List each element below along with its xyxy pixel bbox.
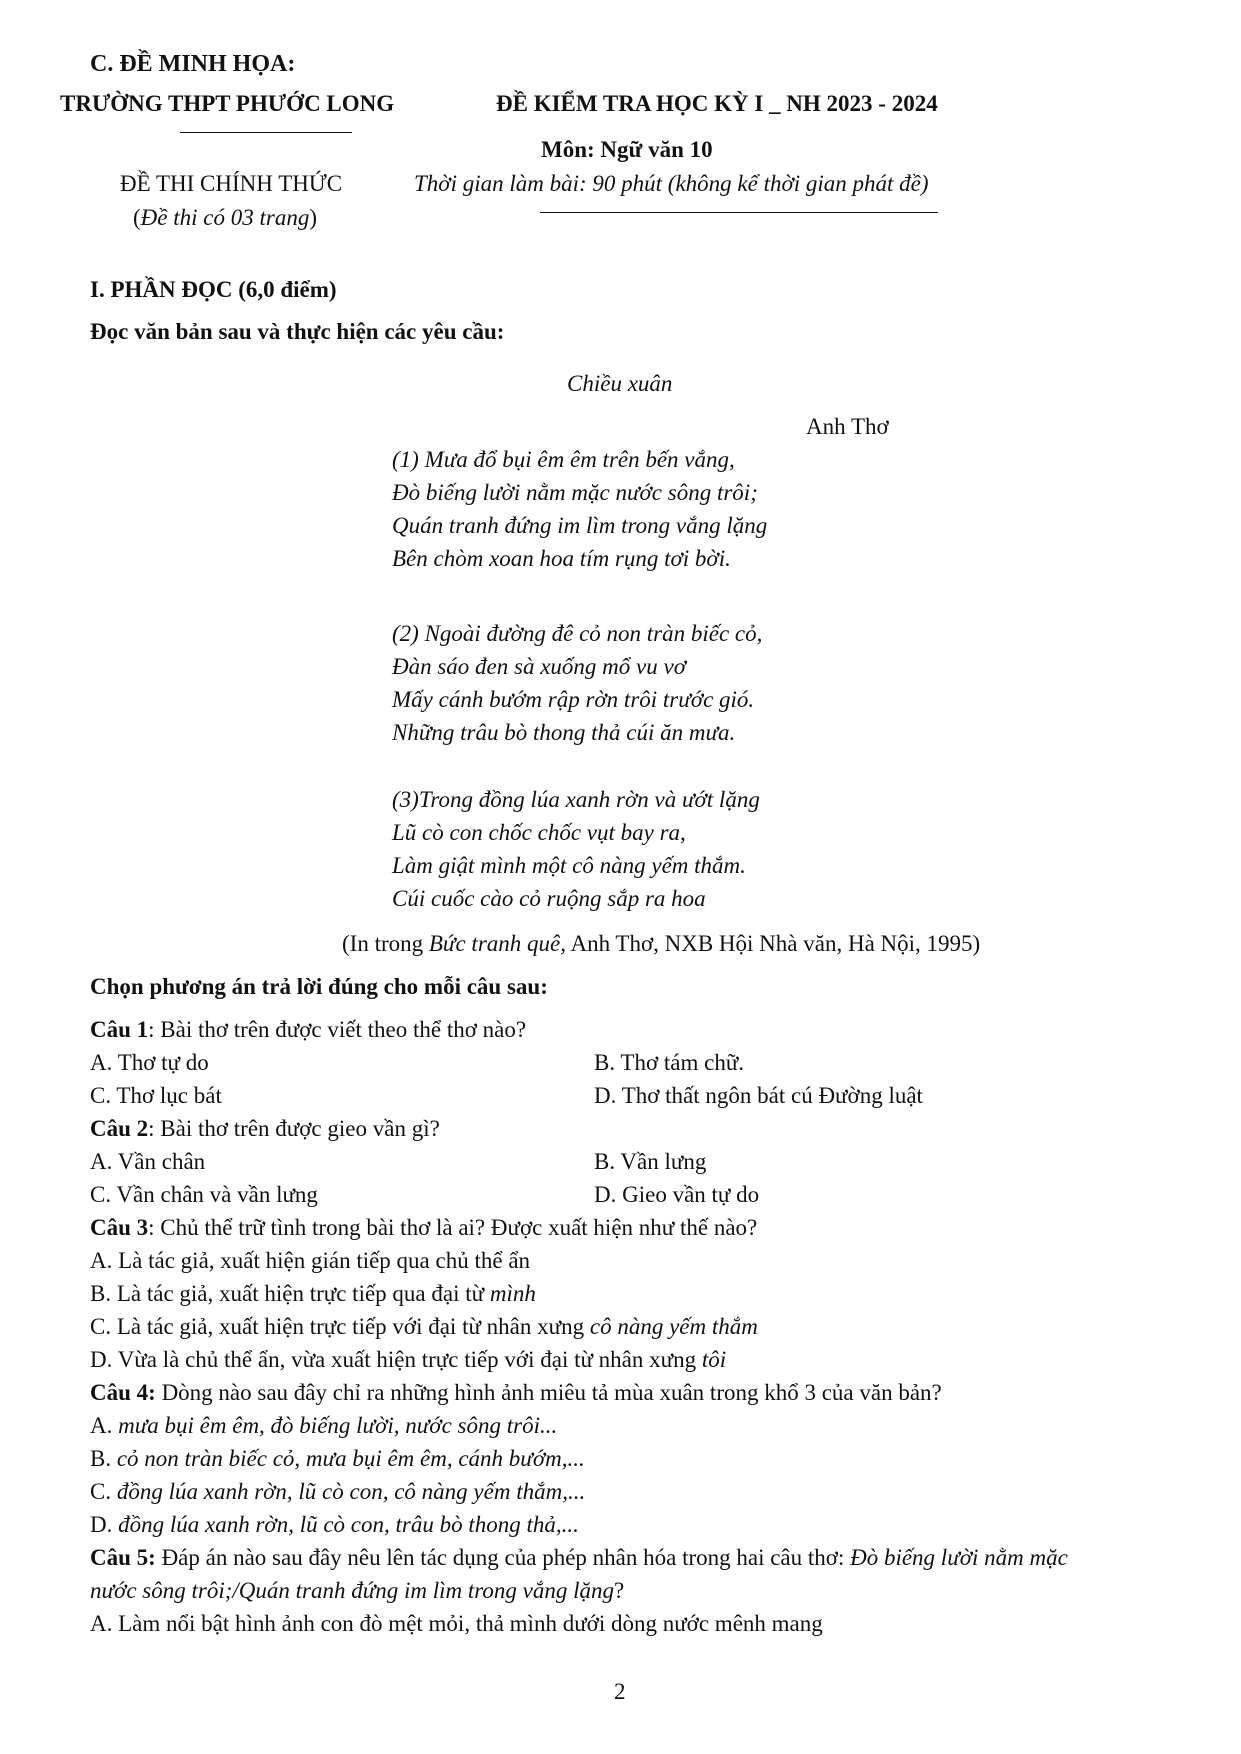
option-emphasis: tôi [701, 1347, 727, 1372]
poem-line: Cúi cuốc cào cỏ ruộng sắp ra hoa [392, 886, 706, 911]
pages-note [133, 206, 317, 229]
question-5-cont [90, 1579, 624, 1602]
poem-line: Đàn sáo đen sà xuống mổ vu vơ [392, 654, 686, 679]
option-letter: D. [90, 1512, 119, 1537]
part1-instruction: Đọc văn bản sau và thực hiện các yêu cầu: [90, 319, 505, 344]
q4-option-c [90, 1480, 585, 1503]
q4-option-a [90, 1414, 557, 1437]
question-text: : Bài thơ trên được viết theo thể thơ nào? [148, 1017, 527, 1042]
question-4 [90, 1381, 942, 1404]
school-underline [180, 132, 352, 133]
question-text: Đáp án nào sau đây nêu lên tác dụng của phép nhân hóa trong hai câu thơ: [155, 1545, 851, 1570]
subject: Môn: Ngữ văn 10 [541, 137, 713, 162]
poem-line: (2) Ngoài đường đê cỏ non tràn biếc cỏ, [392, 621, 763, 646]
duration-underline [540, 212, 938, 213]
poem-author: Anh Thơ [806, 414, 889, 439]
question-text: : Chủ thể trữ tình trong bài thơ là ai? Được xuất hiện như thế nào? [148, 1215, 758, 1240]
source-prefix: (In trong [342, 931, 429, 956]
poem-line: Mấy cánh bướm rập rờn trôi trước gió. [392, 687, 755, 712]
question-1 [90, 1018, 526, 1041]
option-text: B. Là tác giả, xuất hiện trực tiếp qua đại từ [90, 1281, 490, 1306]
q4-option-d [90, 1513, 579, 1536]
mcq-instruction: Chọn phương án trả lời đúng cho mỗi câu sau: [90, 974, 548, 999]
question-quote: Đò biếng lười nằm mặc [850, 1545, 1068, 1570]
page-number: 2 [614, 1679, 626, 1704]
q3-option-b [90, 1282, 536, 1305]
paren-close: ) [309, 205, 317, 230]
option-text: cỏ non tràn biếc cỏ, mưa bụi êm êm, cánh bướm,... [116, 1446, 585, 1471]
q1-option-b: B. Thơ tám chữ. [594, 1050, 745, 1075]
duration: Thời gian làm bài: 90 phút (không kể thời gian phát đề) [414, 171, 929, 196]
question-end: ? [613, 1578, 625, 1603]
question-label: Câu 2 [90, 1116, 149, 1141]
option-letter: C. [90, 1479, 117, 1504]
option-text: C. Là tác giả, xuất hiện trực tiếp với đại từ nhân xưng [90, 1314, 590, 1339]
option-emphasis: cô nàng yếm thắm [589, 1314, 758, 1339]
question-quote: nước sông trôi;/Quán tranh đứng im lìm trong vắng lặng [90, 1578, 614, 1603]
poem-line: Bên chòm xoan hoa tím rụng tơi bời. [392, 546, 731, 571]
option-letter: B. [90, 1446, 117, 1471]
question-label: Câu 1 [90, 1017, 149, 1042]
q3-option-a: A. Là tác giả, xuất hiện gián tiếp qua chủ thể ẩn [90, 1248, 531, 1273]
question-label: Câu 3 [90, 1215, 149, 1240]
q3-option-d [90, 1348, 726, 1371]
poem-source [342, 932, 980, 955]
option-text: đồng lúa xanh rờn, lũ cò con, cô nàng yếm thắm,... [116, 1479, 586, 1504]
poem-line: Đò biếng lười nằm mặc nước sông trôi; [392, 480, 758, 505]
q3-option-c [90, 1315, 758, 1338]
question-text: Dòng nào sau đây chỉ ra những hình ảnh miêu tả mùa xuân trong khổ 3 của văn bản? [155, 1380, 942, 1405]
poem-line: Lũ cò con chốc chốc vụt bay ra, [392, 820, 686, 845]
paren-open: ( [133, 205, 141, 230]
poem-line: Những trâu bò thong thả cúi ăn mưa. [392, 720, 736, 745]
option-letter: A. [90, 1413, 119, 1438]
poem-title: Chiều xuân [567, 371, 673, 396]
question-2 [90, 1117, 440, 1140]
exam-title: ĐỀ KIỂM TRA HỌC KỲ I _ NH 2023 - 2024 [496, 91, 938, 116]
school-name: TRƯỜNG THPT PHƯỚC LONG [60, 91, 395, 116]
poem-line: (3)Trong đồng lúa xanh rờn và ướt lặng [392, 787, 760, 812]
q1-option-d: D. Thơ thất ngôn bát cú Đường luật [594, 1083, 923, 1108]
source-book: Bức tranh quê, [428, 931, 566, 956]
pages-note-text: Đề thi có 03 trang [140, 205, 310, 230]
q2-option-b: B. Vần lưng [594, 1149, 707, 1174]
poem-line: Làm giật mình một cô nàng yếm thắm. [392, 853, 746, 878]
option-emphasis: mình [489, 1281, 536, 1306]
source-suffix: Anh Thơ, NXB Hội Nhà văn, Hà Nội, 1995) [565, 931, 981, 956]
question-label: Câu 4: [90, 1380, 156, 1405]
q2-option-c: C. Vần chân và vần lưng [90, 1182, 318, 1207]
option-text: D. Vừa là chủ thể ẩn, vừa xuất hiện trực tiếp với đại từ nhân xưng [90, 1347, 702, 1372]
q1-option-c: C. Thơ lục bát [90, 1083, 222, 1108]
q2-option-a: A. Vần chân [90, 1149, 206, 1174]
poem-line: Quán tranh đứng im lìm trong vắng lặng [392, 513, 768, 538]
q2-option-d: D. Gieo vần tự do [594, 1182, 760, 1207]
option-text: đồng lúa xanh rờn, lũ cò con, trâu bò thong thả,... [118, 1512, 579, 1537]
official-label: ĐỀ THI CHÍNH THỨC [120, 171, 343, 196]
section-label: C. ĐỀ MINH HỌA: [90, 51, 296, 77]
poem-line: (1) Mưa đổ bụi êm êm trên bến vắng, [392, 447, 735, 472]
q4-option-b [90, 1447, 585, 1470]
q1-option-a: A. Thơ tự do [90, 1050, 209, 1075]
question-label: Câu 5: [90, 1545, 156, 1570]
question-text: : Bài thơ trên được gieo vần gì? [148, 1116, 440, 1141]
question-3 [90, 1216, 757, 1239]
part1-heading: I. PHẦN ĐỌC (6,0 điểm) [90, 277, 337, 302]
question-5 [90, 1546, 1068, 1569]
option-text: mưa bụi êm êm, đò biếng lười, nước sông trôi... [118, 1413, 558, 1438]
q5-option-a: A. Làm nổi bật hình ảnh con đò mệt mỏi, thả mình dưới dòng nước mênh mang [90, 1611, 823, 1636]
